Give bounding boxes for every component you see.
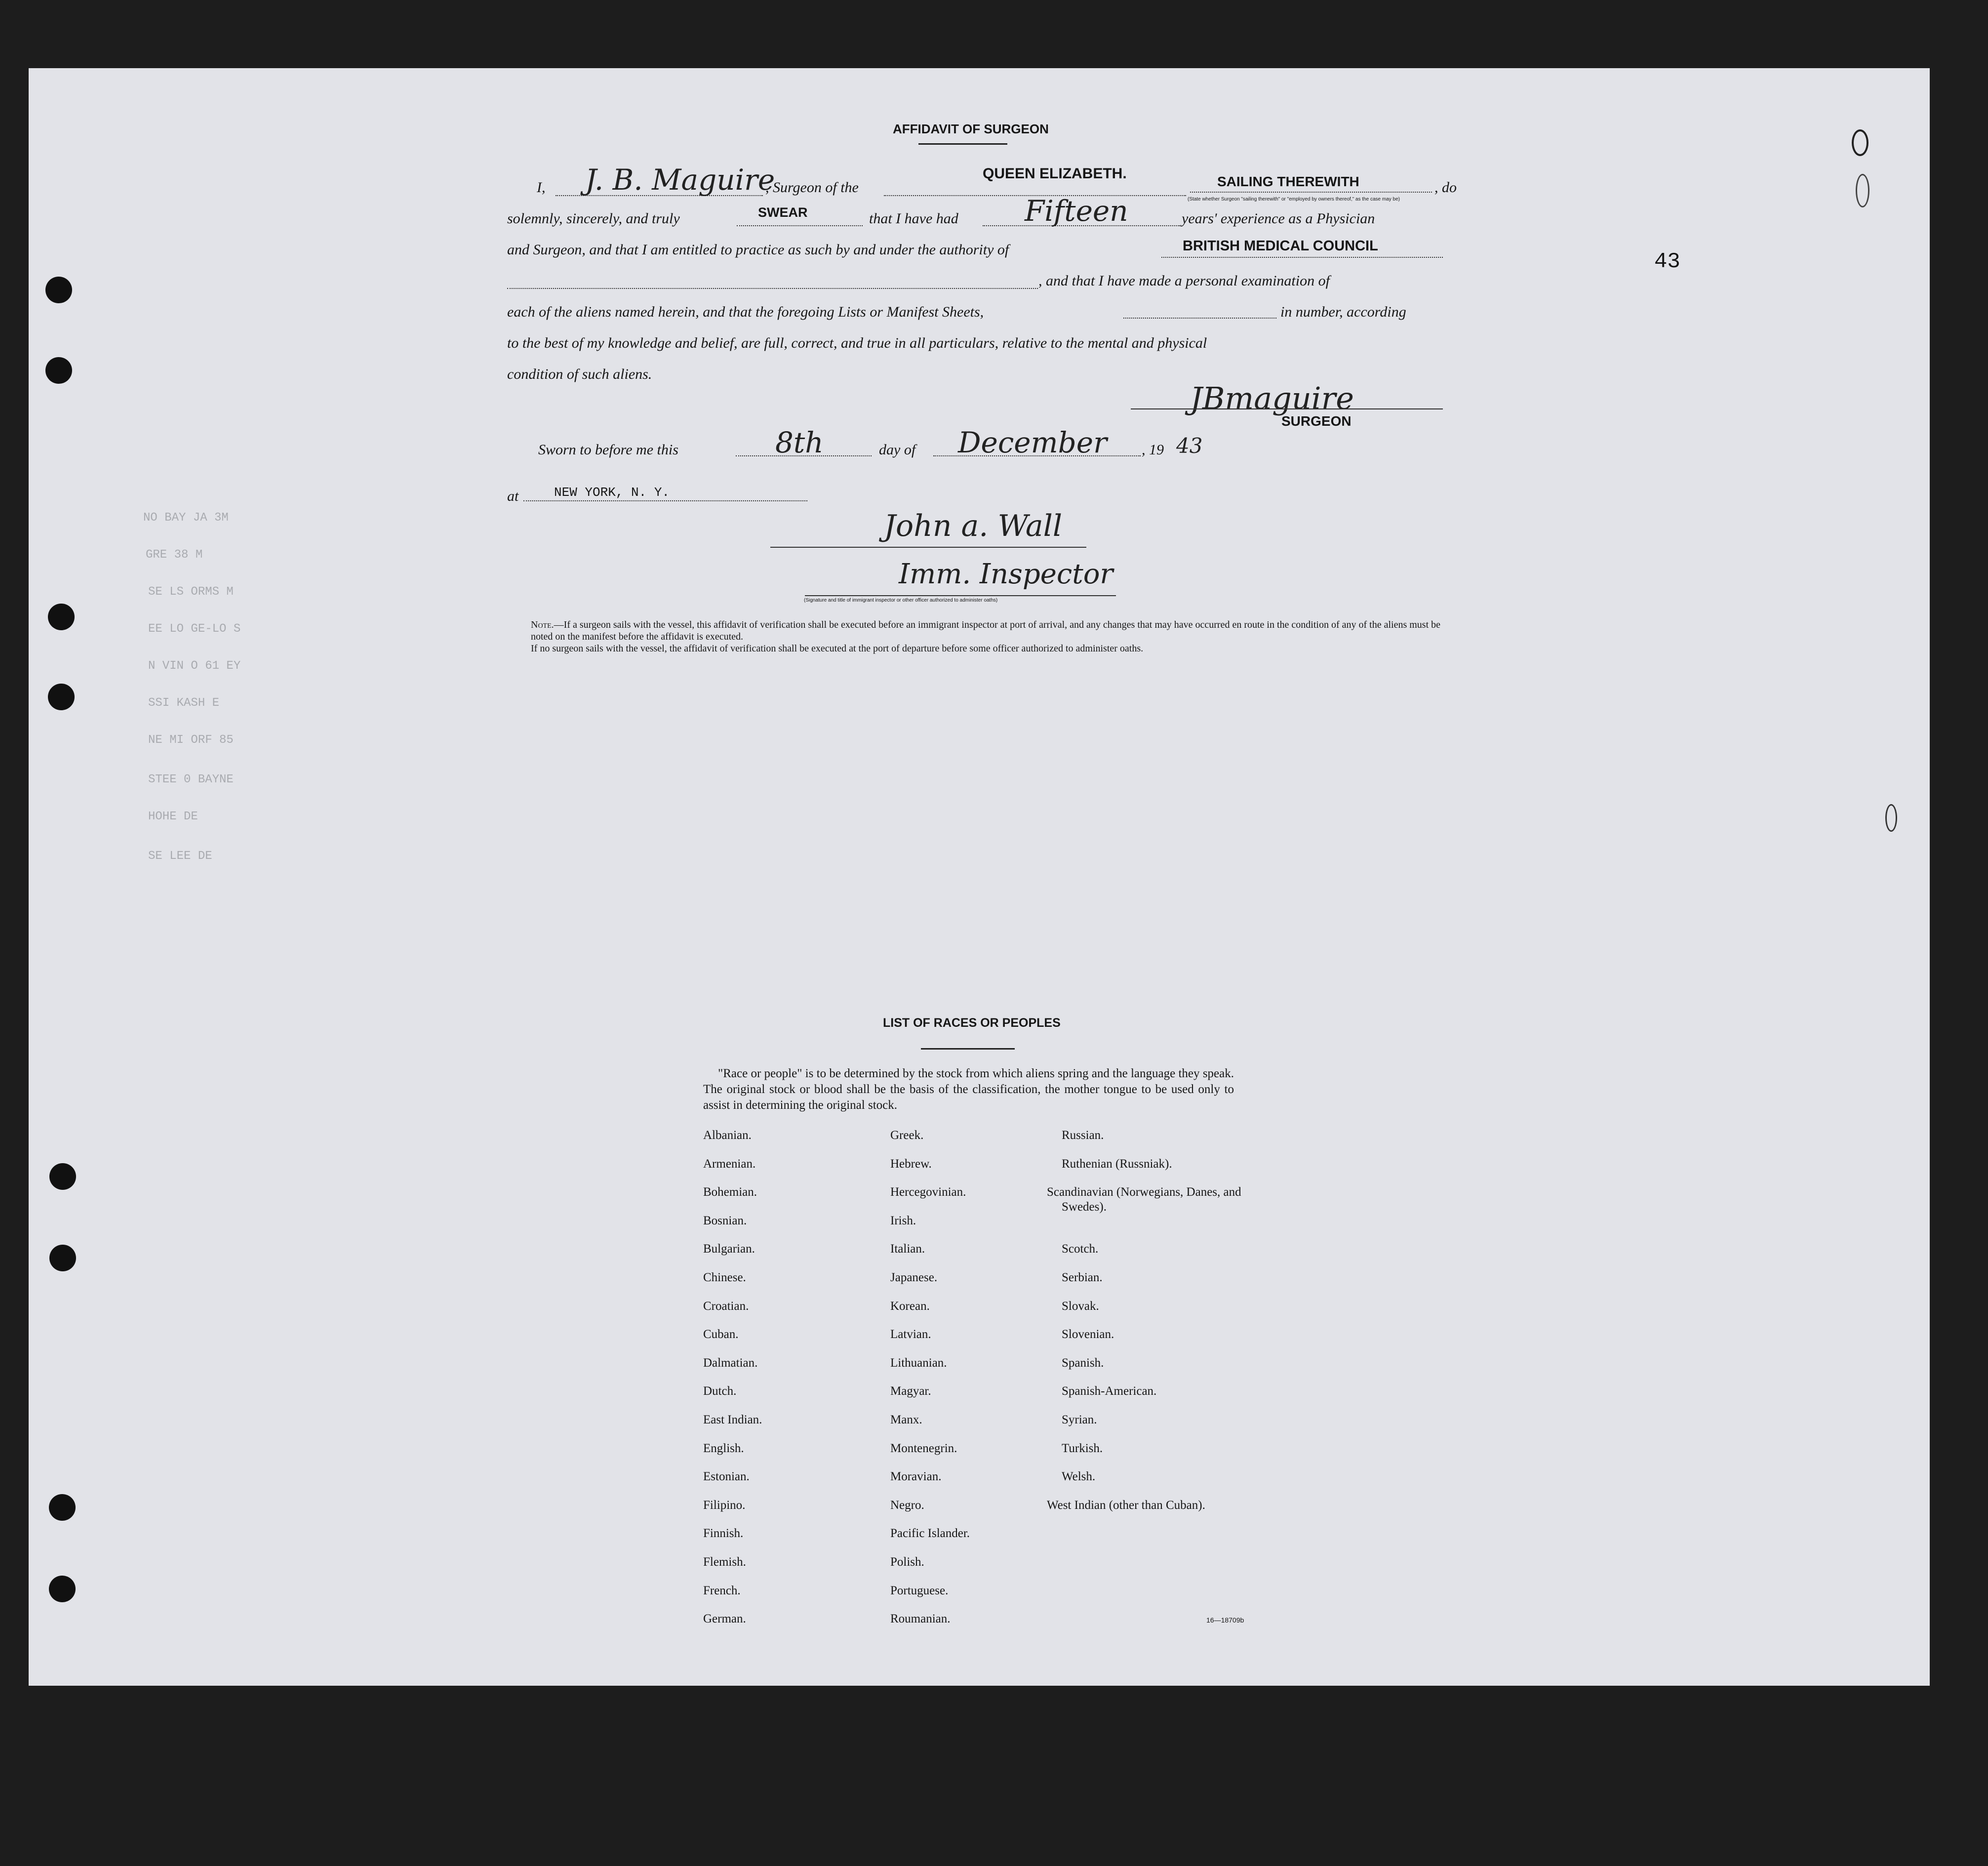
race-item: Moravian. xyxy=(890,1470,942,1484)
race-item: East Indian. xyxy=(703,1413,762,1426)
affidavit-title: AFFIDAVIT OF SURGEON xyxy=(893,122,1049,136)
race-item: Manx. xyxy=(890,1413,922,1426)
race-item: English. xyxy=(703,1441,744,1455)
race-item: Scandinavian (Norwegians, Danes, and Swedes). xyxy=(1047,1185,1241,1214)
race-item: Bosnian. xyxy=(703,1214,747,1227)
officer-caption: (Signature and title of immigrant inspector or other officer authorized to administer oaths) xyxy=(804,598,998,603)
years-handwritten: Fifteen xyxy=(1025,194,1128,228)
bleed-through-text: SE LS ORMS M xyxy=(148,585,234,599)
race-item: Magyar. xyxy=(890,1384,931,1398)
bleed-through-text: N VIN O 61 EY xyxy=(148,659,241,673)
race-item: Hercegovinian. xyxy=(890,1185,966,1199)
title-underline xyxy=(918,143,1007,145)
race-item: Irish. xyxy=(890,1214,916,1227)
label-best-of-knowledge: to the best of my knowledge and belief, are full, correct, and true in all particulars, relative to the mental and physical xyxy=(507,335,1207,351)
race-item: West Indian (other than Cuban). xyxy=(1047,1498,1205,1512)
label-personal-exam: , and that I have made a personal examination of xyxy=(1038,273,1330,289)
race-item: Flemish. xyxy=(703,1555,746,1569)
bleed-through-text: NO BAY JA 3M xyxy=(143,511,229,525)
label-do: , do xyxy=(1434,179,1457,196)
label-solemnly: solemnly, sincerely, and truly xyxy=(507,210,680,227)
race-item: Portuguese. xyxy=(890,1583,949,1597)
bleed-through-text: SSI KASH E xyxy=(148,696,220,710)
race-item: Greek. xyxy=(890,1129,924,1142)
race-item: Latvian. xyxy=(890,1328,931,1341)
surgeon-signature: JBmaguire xyxy=(1190,380,1354,416)
sworn-place-typed: NEW YORK, N. Y. xyxy=(554,485,670,500)
sworn-day-handwritten: 8th xyxy=(775,426,824,459)
race-item: Turkish. xyxy=(1062,1441,1103,1455)
authority-stamp: BRITISH MEDICAL COUNCIL xyxy=(1183,238,1378,254)
sailing-status-note: (State whether Surgeon "sailing therewith" or "employed by owners thereof," as the case may be) xyxy=(1188,197,1400,202)
label-that-i-have-had: that I have had xyxy=(869,210,958,227)
race-item: Spanish. xyxy=(1062,1356,1104,1370)
race-item: Pacific Islander. xyxy=(890,1527,970,1541)
race-item: Serbian. xyxy=(1062,1271,1103,1284)
sheet-count-field xyxy=(1123,318,1276,319)
sworn-year-handwritten: 43 xyxy=(1176,434,1203,458)
note-label: Note. xyxy=(531,619,554,630)
race-item: Slovenian. xyxy=(1062,1328,1114,1341)
race-item: French. xyxy=(703,1583,741,1597)
label-sworn: Sworn to before me this xyxy=(538,442,678,458)
race-item: Syrian. xyxy=(1062,1413,1097,1426)
binder-hole xyxy=(49,1245,76,1271)
race-item: Polish. xyxy=(890,1555,924,1569)
surgeon-signature-line xyxy=(1131,408,1443,409)
race-item: Spanish-American. xyxy=(1062,1384,1157,1398)
binder-hole xyxy=(49,1163,76,1190)
bleed-through-text: STEE 0 BAYNE xyxy=(148,773,234,786)
binder-hole xyxy=(48,684,75,710)
binder-hole xyxy=(45,277,72,303)
race-item: Negro. xyxy=(890,1498,924,1512)
sailing-status-stamp: SAILING THEREWITH xyxy=(1217,174,1359,189)
authority-field xyxy=(1161,257,1443,258)
race-item: Ruthenian (Russniak). xyxy=(1062,1157,1172,1171)
oath-word-stamp: SWEAR xyxy=(758,205,808,220)
binder-hole xyxy=(49,1576,76,1602)
races-title-underline xyxy=(921,1048,1015,1050)
inspector-title-handwritten: Imm. Inspector xyxy=(899,558,1113,590)
label-and-surgeon: and Surgeon, and that I am entitled to practice as such by and under the authority of xyxy=(507,242,1009,258)
sworn-place-field xyxy=(523,500,807,501)
label-i: I, xyxy=(537,179,546,196)
label-year-prefix: , 19 xyxy=(1142,442,1164,458)
label-day-of: day of xyxy=(879,442,916,458)
label-years-experience: years' experience as a Physician xyxy=(1182,210,1375,227)
race-item: Roumanian. xyxy=(890,1612,951,1626)
race-item: Cuban. xyxy=(703,1328,739,1341)
bleed-through-text: EE LO GE-LO S xyxy=(148,622,241,636)
race-item: Lithuanian. xyxy=(890,1356,947,1370)
label-at: at xyxy=(507,488,519,504)
race-item: Bulgarian. xyxy=(703,1242,755,1256)
bleed-through-text: GRE 38 M xyxy=(146,548,203,562)
race-item: Dalmatian. xyxy=(703,1356,758,1370)
race-item: Korean. xyxy=(890,1299,930,1313)
race-item: Montenegrin. xyxy=(890,1441,957,1455)
race-item: Armenian. xyxy=(703,1157,756,1171)
inspector-title-line xyxy=(805,595,1116,596)
oath-field xyxy=(737,225,863,226)
races-intro: "Race or people" is to be determined by the stock from which aliens spring and the language they speak. The original stock or blood shall be the basis of the classification, the mother tongue to be used only to assist in determining the original stock. xyxy=(703,1067,1234,1112)
surgeon-label: SURGEON xyxy=(1281,413,1352,429)
race-item: Japanese. xyxy=(890,1271,938,1284)
race-item: Bohemian. xyxy=(703,1185,757,1199)
bleed-through-text: NE MI ORF 85 xyxy=(148,733,234,747)
label-in-number: in number, according xyxy=(1280,304,1406,320)
race-item: Chinese. xyxy=(703,1271,746,1284)
surgeon-name-handwritten: J. B. Maguire xyxy=(585,163,775,197)
authority-continuation-field xyxy=(507,288,1038,289)
margin-mark xyxy=(1852,129,1869,156)
ship-name-stamp: QUEEN ELIZABETH. xyxy=(983,165,1127,182)
binder-hole xyxy=(45,357,72,384)
race-item: Estonian. xyxy=(703,1470,750,1484)
bleed-through-text: HOHE DE xyxy=(148,810,198,823)
label-surgeon-of-the: , Surgeon of the xyxy=(765,179,859,196)
note-paragraph-1: —If a surgeon sails with the vessel, this affidavit of verification shall be executed before an immigrant inspector at port of arrival, and any changes that may have occurred en route in the condition of any of the aliens must be noted on the manifest before the affidavit is executed. xyxy=(531,619,1441,642)
inspector-signature-line xyxy=(770,547,1086,548)
races-title: LIST OF RACES OR PEOPLES xyxy=(883,1016,1061,1030)
race-item: Dutch. xyxy=(703,1384,737,1398)
margin-mark xyxy=(1856,174,1869,207)
race-item: Albanian. xyxy=(703,1129,752,1142)
race-item: Filipino. xyxy=(703,1498,746,1512)
affidavit-note xyxy=(531,619,1442,643)
note-paragraph-2: If no surgeon sails with the vessel, the affidavit of verification shall be executed at the port of departure before some officer authorized to administer oaths. xyxy=(531,643,1144,654)
binder-hole xyxy=(49,1494,76,1521)
page-number: 43 xyxy=(1654,249,1680,274)
bleed-through-text: SE LEE DE xyxy=(148,850,212,863)
race-item: Slovak. xyxy=(1062,1299,1099,1313)
label-condition: condition of such aliens. xyxy=(507,366,652,382)
race-item: Scotch. xyxy=(1062,1242,1099,1256)
race-item: Croatian. xyxy=(703,1299,749,1313)
label-each-of-aliens: each of the aliens named herein, and that the foregoing Lists or Manifest Sheets, xyxy=(507,304,984,320)
race-item: Italian. xyxy=(890,1242,925,1256)
sworn-month-handwritten: December xyxy=(958,426,1107,459)
race-item: Welsh. xyxy=(1062,1470,1096,1484)
race-item: Finnish. xyxy=(703,1527,744,1541)
margin-mark xyxy=(1885,804,1897,832)
race-item: Russian. xyxy=(1062,1129,1104,1142)
race-item: Hebrew. xyxy=(890,1157,932,1171)
form-number: 16—18709b xyxy=(1206,1616,1244,1624)
sailing-status-field xyxy=(1190,192,1432,193)
binder-hole xyxy=(48,604,75,630)
race-item: German. xyxy=(703,1612,746,1626)
inspector-signature: John a. Wall xyxy=(884,509,1063,543)
